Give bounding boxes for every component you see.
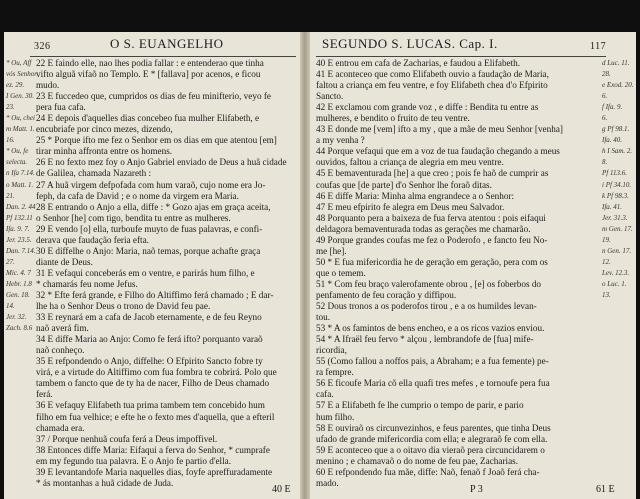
text-line: * chamarás feu nome Jefus. <box>36 278 138 289</box>
text-line: 56 E ficoufe Maria cõ ella quafi tres mefes , e tornoufe pera fua <box>316 378 550 389</box>
text-line: chamada era. <box>36 422 85 433</box>
text-line: 55 (Como fallou a noffos pais, a Abraham; e a fua femente) pe- <box>316 356 549 367</box>
text-line: mudo. <box>36 80 60 91</box>
book-gutter <box>300 32 310 499</box>
text-line: Sancto. <box>316 91 344 102</box>
margin-note: Zach. 8.6 <box>6 324 33 333</box>
text-line: 30 E diffelhe o Anjo: Maria, naõ temas, porque achafte graça <box>36 245 261 256</box>
margin-note: Pf 132.11 <box>6 213 33 222</box>
text-line: 48 Porquanto pera a baixeza de fua ferva atentou : pois eifaqui <box>316 212 546 223</box>
margin-note: Pf 113.6. <box>602 169 627 178</box>
margin-note: Ifa. 41. <box>602 202 623 211</box>
text-line: me [he]. <box>316 245 347 256</box>
text-line: 27 A huã virgem defpofada com hum varaõ, cujo nome era Jo- <box>36 179 266 190</box>
text-line: 34 E diffe Maria ao Anjo: Como fe ferá ifto? porquanto varaõ <box>36 334 263 345</box>
text-line: 33 E reynará em a cafa de Jacob eternamente, e de feu Reyno <box>36 312 262 323</box>
text-line: 46 E diffe Maria: Minha alma engrandece a o Senhor: <box>316 190 515 201</box>
margin-note: d Luc. 11. <box>602 59 630 67</box>
text-line: 31 E vefaqui conceberás em o ventre, e parirás hum filho, e <box>36 267 255 278</box>
text-line: que o temem. <box>316 267 366 278</box>
margin-note: 8. <box>602 158 608 167</box>
left-running-title: O S. EUANGELHO <box>110 36 224 51</box>
text-line: 36 E vefaquy Elifabeth tua prima tambem tem concebido hum <box>36 400 265 411</box>
text-line: 52 Dous tronos a os poderofos tirou , e a os humildes levan- <box>316 301 537 312</box>
right-signature-mark: P 3 <box>470 484 483 495</box>
margin-note: Jer. 31.3. <box>602 213 628 222</box>
left-body-text <box>36 58 296 489</box>
right-page-number: 117 <box>590 41 607 52</box>
text-line: derava que faudação feria efta. <box>36 234 149 245</box>
left-header-rule <box>30 56 296 57</box>
margin-note: * Ou, fe <box>6 147 29 156</box>
text-line: tou. <box>316 312 331 323</box>
margin-note: 27. <box>6 257 15 266</box>
text-line: 43 E donde me [vem] ifto a my , que a mãe de meu Senhor [venha] <box>316 124 563 135</box>
text-line: 45 E bemaventurada [he] a que creo ; pois fe haõ de cumprir as <box>316 168 549 179</box>
text-line: em my fegundo tua palavra. E o Anjo fe partio d'ella. <box>36 455 232 466</box>
text-line: 59 E aconteceo que a o oitavo dia vieraõ pera circuncidarem o <box>316 444 545 455</box>
margin-note: ez. 29. <box>6 81 25 90</box>
margin-note: 14. <box>6 302 15 311</box>
text-line: tirar minha affronta entre os homens. <box>36 146 173 157</box>
margin-note: * Ou, Aff <box>6 59 32 67</box>
text-line: 39 E levantandofe Maria naquelles dias, foyfe apreffuradamente <box>36 466 273 477</box>
text-line: 22 E faindo elle, nao lhes podia fallar : e entenderao que tinha <box>36 58 264 68</box>
text-line: 54 * A Ifraël feu fervo * alçou , lembrandofe de [fua] mife- <box>316 334 534 345</box>
text-line: 53 * A os famintos de bens encheo, e a os ricos vazios enviou. <box>316 323 545 334</box>
margin-note: vós Senhor <box>6 70 37 79</box>
margin-note: o Luc. 1. <box>602 279 627 288</box>
text-line: hum filho. <box>316 411 355 422</box>
text-line: vifto alguã vifaõ no Templo. E * [fallava] por acenos, e ficou <box>36 69 261 80</box>
text-line: 24 E depois d'aquelles dias concebeo fua mulher Elifabeth, e <box>36 113 260 124</box>
margin-note: Dan. 2. 44 <box>6 202 36 211</box>
margin-note: 16. <box>6 136 15 145</box>
margin-note: Jer. 23.5. <box>6 235 32 244</box>
margin-note: 12. <box>602 257 611 266</box>
text-line: 58 E ouviraõ os circunvezinhos, e feus parentes, que tinha Deus <box>316 422 551 433</box>
text-line: pera fua cafa. <box>36 102 86 113</box>
right-running-title: SEGUNDO S. LUCAS. Cap. I. <box>322 36 498 51</box>
text-line: 37 / Porque nenhuã coufa ferá a Deus impoffivel. <box>36 433 218 444</box>
text-line: 50 * E fua mifericordia he de geração em geração, pera com os <box>316 256 548 267</box>
text-line: deldagora bemaventurada todas as gerações me chamarão. <box>316 223 531 234</box>
margin-note: Jer. 32. <box>6 313 27 322</box>
text-line: faltou a criança em feu ventre, e foy Elifabeth chea d'o Efpirito <box>316 80 548 91</box>
margin-note: 13. <box>602 290 611 299</box>
text-line: cafa. <box>316 389 334 400</box>
margin-note: n Gen. 17. <box>602 246 632 255</box>
text-line: 42 E exclamou com grande voz , e diffe : Bendita tu entre as <box>316 102 539 113</box>
text-line: 38 Entonces diffe Maria: Eifaqui a ferva do Senhor, * cumprafe <box>36 444 270 455</box>
text-line: 41 E aconteceo que como Elifabeth ouvio a faudação de Maria, <box>316 69 549 80</box>
text-line: 60 E refpondendo fua mãe, diffe: Naõ, fenaõ f Joaõ ferá cha- <box>316 466 540 477</box>
margin-note: o Matt. 1. <box>6 180 34 189</box>
margin-note: h I Sam. 2. <box>602 147 633 156</box>
margin-note: * Ou, chei <box>6 114 35 123</box>
left-catchword: 40 E <box>272 484 291 495</box>
text-line: 51 * Com feu braço valerofamente obrou , [e] os foberbos do <box>316 278 542 289</box>
right-catchword: 61 E <box>596 484 615 495</box>
margin-note: g Pf 98.1. <box>602 125 630 134</box>
text-line: ufado de grande mifericordia com ella; e alegraraõ fe com ella. <box>316 433 548 444</box>
text-line: naõ averá fim. <box>36 323 89 334</box>
margin-note: selecta. <box>6 158 28 167</box>
margin-note: 21. <box>6 191 15 200</box>
margin-note: Lev. 12.3. <box>602 268 630 277</box>
text-line: menino ; e chamavaõ o do nome de feu pae, Zacharias. <box>316 455 519 466</box>
margin-note: i Pf 34.10. <box>602 180 632 189</box>
text-line: virá, e a virtude do Altiffimo com fua fombra te cobrirá. Polo que <box>36 367 277 378</box>
text-line: encubriafe por cinco mezes, dizendo, <box>36 124 173 135</box>
margin-note: 6. <box>602 92 608 101</box>
text-line: 23 E fuccedeo que, cumpridos os dias de feu minifterio, veyo fe <box>36 91 271 102</box>
text-line: a my venha ? <box>316 135 365 146</box>
margin-note: Hebr. 1.8 <box>6 279 32 288</box>
margin-note: m Matt. 1. <box>6 125 35 134</box>
text-line: feph, da cafa de David ; e o nome da virgem era Maria. <box>36 190 239 201</box>
margin-note: f Ifa. 9. <box>602 103 623 112</box>
margin-note: n Ifa 7.14. <box>6 169 35 178</box>
margin-note: Ifa. 40. <box>602 136 623 145</box>
text-line: 49 Porque grandes coufas me fez o Poderofo , e fancto feu No- <box>316 234 548 245</box>
text-line: ouvidos, faltou a criança de alegria em meu ventre. <box>316 157 504 168</box>
margin-note: k Pf 98.3. <box>602 191 629 200</box>
text-line: 26 E no fexto mez foy o Anjo Gabriel enviado de Deus a huã cidade <box>36 157 287 168</box>
text-line: naõ conheço. <box>36 345 85 356</box>
text-line: 40 E entrou em cafa de Zacharias, e faudou a Elifabeth. <box>316 58 521 68</box>
text-line: 29 E vendo [o] ella, turboufe muyto de fuas palavras, e confi- <box>36 223 263 234</box>
margin-note: m Gen. 17. <box>602 224 633 233</box>
right-body-text <box>316 58 600 489</box>
text-line: 32 * Efte ferá grande, e Filho do Altiffimo ferá chamado ; E dar- <box>36 289 274 300</box>
text-line: mulheres, e bendito o fruito de teu ventre. <box>316 113 470 124</box>
text-line: ferá. <box>36 389 53 400</box>
text-line: de Galilea, chamada Nazareth : <box>36 168 152 179</box>
text-line: tambem o fancto que de ty ha de nacer, Filho de Deus chamado <box>36 378 270 389</box>
text-line: penfamento de feu coração y diffipou. <box>316 289 457 300</box>
text-line: ricordia, <box>316 345 347 356</box>
left-page-number: 326 <box>34 41 51 52</box>
margin-note: Ifa. 9. 7. <box>6 224 30 233</box>
text-line: 47 E meu efpirito fe alegra em Deus meu Salvador. <box>316 201 505 212</box>
text-line: o Senhor [he] com tigo, bendita tu entre as mulheres. <box>36 212 231 223</box>
text-line: 57 E a Elifabeth fe lhe cumprio o tempo de parir, e pario <box>316 400 524 411</box>
margin-note: 23. <box>6 103 15 112</box>
text-line: 25 * Porque ifto me fez o Senhor em os dias em que atentou [em] <box>36 135 277 146</box>
right-margin-notes <box>602 58 636 301</box>
margin-note: 6. <box>602 114 608 123</box>
text-line: ra fempre. <box>316 367 354 378</box>
text-line: * ás montanhas a huã cidade de Juda. <box>36 477 174 488</box>
text-line: lhe ha o Senhor Deus o trono de David feu pae. <box>36 301 211 312</box>
margin-note: Dan. 7.14. <box>6 246 36 255</box>
text-line: mado. <box>316 477 339 488</box>
text-line: 44 Porque vefaqui que em a voz de tua faudação chegando a meus <box>316 146 560 157</box>
left-margin-notes <box>6 58 36 334</box>
text-line: coufas que [de parte] d'o Senhor lhe foraõ ditas. <box>316 179 492 190</box>
margin-note: 28. <box>602 70 611 79</box>
margin-note: e Exod. 20. <box>602 81 634 90</box>
text-line: 35 E refpondendo o Anjo, diffelhe: O Efpirito Sancto fobre ty <box>36 356 263 367</box>
margin-note: I Gen. 30. <box>6 92 34 101</box>
right-header-rule <box>316 56 606 57</box>
margin-note: Mic. 4. 7 <box>6 268 31 277</box>
text-line: diante de Deus. <box>36 256 93 267</box>
text-line: 28 E entrando o Anjo a ella, diffe : * Gozo ajas em graça aceita, <box>36 201 271 212</box>
margin-note: Gen. 18. <box>6 290 30 299</box>
margin-note: 19. <box>602 235 611 244</box>
text-line: filho em fua velhice; e efte he o fexto mes d'aquella, que a efteril <box>36 411 275 422</box>
